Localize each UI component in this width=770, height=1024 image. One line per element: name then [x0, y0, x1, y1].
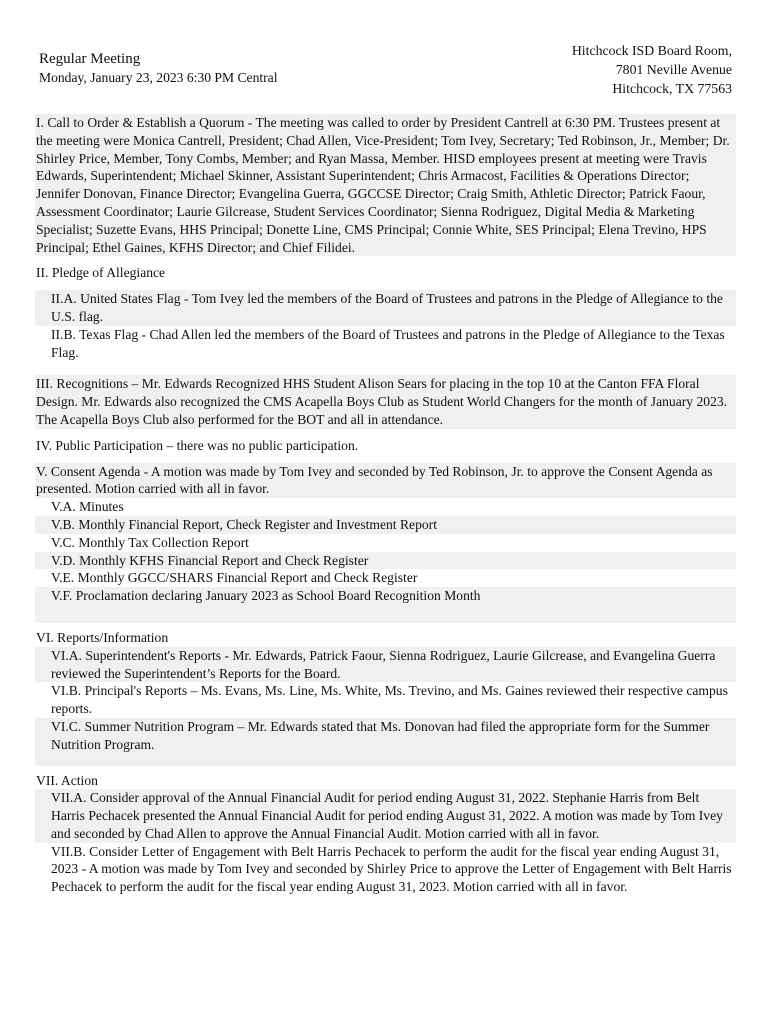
section-call-to-order: I. Call to Order & Establish a Quorum - The meeting was called to order by President Cantrell at 6:30 PM. Trustees present at the meeting were Monica Cantrell, President; Chad Allen, Vice-President; Tom Ivey, Secretary; Ted Robinson, Jr., Member; Dr. Shirley Price, Member, Tony Combs, Member; and Ryan Massa, Member. HISD employees present at meeting were Travis Edwards, Superintendent; Michael Skinner, Assistant Superintendent; Chris Armacost, Facilities & Operations Director; Jennifer Donovan, Finance Director; Evangelina Guerra, GGCCSE Director; Craig Smith, Athletic Director; Patrick Faour, Assessment Coordinator; Laurie Gilcrease, Student Services Coordinator; Sienna Rodriguez, Digital Media & Marketing Specialist; Suzette Evans, HHS Principal; Donette Line, CMS Principal; Connie White, SES Principal; Elena Trevino, HPS Principal; Ethel Gaines, KFHS Director; and Chief Filidei. [35, 114, 736, 256]
meeting-location [572, 41, 732, 98]
section-principal-reports: VI.B. Principal's Reports – Ms. Evans, Ms. Line, Ms. White, Ms. Trevino, and Ms. Gaines reviewed their respective campus reports. [51, 683, 728, 717]
section-pledge-heading: II. Pledge of Allegiance [36, 265, 166, 281]
section-action-heading: VII. Action [36, 772, 98, 788]
section-summer-nutrition: VI.C. Summer Nutrition Program – Mr. Edwards stated that Ms. Donovan had filed the appropriate form for the Summer Nutrition Program. [35, 718, 736, 766]
section-superintendent-reports: VI.A. Superintendent's Reports - Mr. Edwards, Patrick Faour, Sienna Rodriguez, Laurie Gilcrease, and Evangelina Guerra reviewed the Superintendent’s Reports for the Board. [35, 647, 736, 683]
list-item: V.F. Proclamation declaring January 2023 as School Board Recognition Month [35, 587, 736, 623]
section-letter-of-engagement: VII.B. Consider Letter of Engagement with Belt Harris Pechacek to perform the audit for the fiscal year ending August 31, 2023 - A motion was made by Tom Ivey and seconded by Shirley Price to approve the Letter of Engagement with Belt Harris Pechacek to perform the audit for the fiscal year ending August 31, 2023. Motion carried with all in favor. [51, 843, 732, 895]
section-texas-flag: II.B. Texas Flag - Chad Allen led the members of the Board of Trustees and patrons in the Pledge of Allegiance to the Texas Flag. [51, 326, 725, 360]
section-public-participation: IV. Public Participation – there was no public participation. [36, 437, 359, 453]
meeting-header [39, 50, 278, 86]
section-reports-heading: VI. Reports/Information [36, 629, 169, 645]
section-annual-audit: VII.A. Consider approval of the Annual Financial Audit for period ending August 31, 2022. Stephanie Harris from Belt Harris Pechacek presented the Annual Financial Audit for period ending August 31, 2022. A motion was made by Tom Ivey and seconded by Chad Allen to approve the Annual Financial Audit. Motion carried with all in favor. [35, 789, 736, 842]
list-item: V.E. Monthly GGCC/SHARS Financial Report and Check Register [51, 570, 418, 586]
list-item: V.D. Monthly KFHS Financial Report and Check Register [35, 552, 736, 570]
meeting-date: Monday, January 23, 2023 6:30 PM Central [39, 70, 278, 85]
list-item: V.C. Monthly Tax Collection Report [51, 534, 249, 550]
location-line-3: Hitchcock, TX 77563 [612, 81, 732, 96]
minutes-body [35, 114, 736, 896]
location-line-2: 7801 Neville Avenue [615, 62, 732, 77]
section-consent-agenda: V. Consent Agenda - A motion was made by Tom Ivey and seconded by Ted Robinson, Jr. to approve the Consent Agenda as presented. Motion carried with all in favor. [35, 463, 736, 499]
location-line-1: Hitchcock ISD Board Room, [571, 43, 732, 58]
list-item: V.B. Monthly Financial Report, Check Register and Investment Report [35, 516, 736, 534]
section-us-flag: II.A. United States Flag - Tom Ivey led the members of the Board of Trustees and patrons in the Pledge of Allegiance to the U.S. flag. [35, 290, 736, 326]
section-recognitions: III. Recognitions – Mr. Edwards Recognized HHS Student Alison Sears for placing in the top 10 at the Canton FFA Floral Design. Mr. Edwards also recognized the CMS Acapella Boys Club as Student World Changers for the month of January 2023. The Acapella Boys Club also performed for the BOT and all in attendance. [35, 375, 736, 428]
meeting-type: Regular Meeting [39, 51, 141, 67]
list-item: V.A. Minutes [51, 499, 124, 515]
